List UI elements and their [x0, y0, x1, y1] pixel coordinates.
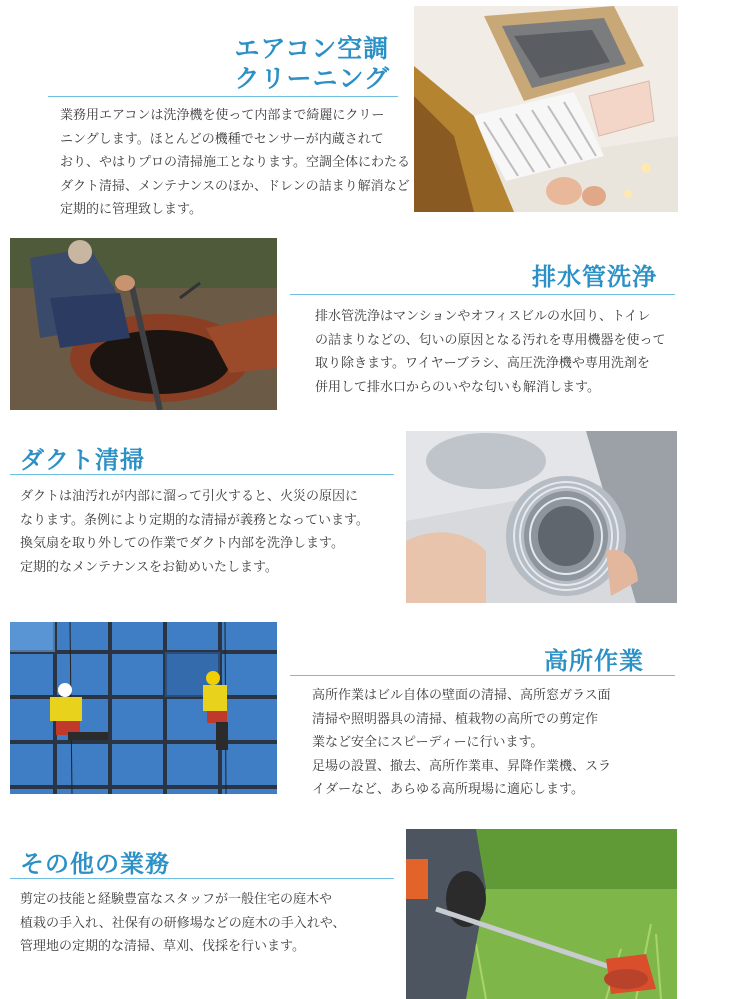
highwork-body-line: 清掃や照明器具の清掃、植栽物の高所での剪定作 [312, 711, 599, 727]
duct-photo [406, 431, 677, 603]
aircon-body-line: 定期的に管理致します。 [60, 202, 202, 217]
other-body-line: 植栽の手入れ、社保有の研修場などの庭木の手入れや、 [20, 915, 346, 931]
aircon-photo [414, 6, 678, 212]
aircon-body-line: ダクト清掃、メンテナンスのほか、ドレンの詰まり解消など [60, 178, 410, 194]
duct-title: ダクト清掃 [20, 446, 145, 474]
other-title: その他の業務 [20, 850, 170, 878]
drain-body [315, 305, 665, 399]
aircon-title-line-2: クリーニング [234, 64, 390, 93]
aircon-body-line: 業務用エアコンは洗浄機を使って内部まで綺麗にクリー [60, 108, 385, 123]
highwork-body [312, 684, 611, 802]
highwork-body-line: 業など安全にスピーディーに行います。 [312, 735, 544, 750]
other-body [20, 888, 346, 959]
duct-body-line: 定期的なメンテナンスをお勧めいたします。 [20, 559, 278, 575]
drain-body-line: 排水管洗浄はマンションやオフィスビルの水回り、トイレ [315, 309, 651, 324]
drain-body-line: 併用して排水口からのいやな匂いも解消します。 [315, 379, 600, 395]
drain-body-line: の詰まりなどの、匂いの原因となる汚れを専用機器を使って [315, 332, 666, 348]
drain-photo [10, 238, 277, 410]
highwork-photo [10, 622, 277, 794]
highwork-title: 高所作業 [544, 647, 644, 675]
other-rule [10, 878, 394, 879]
aircon-rule [48, 96, 398, 97]
highwork-body-line: 足場の設置、撤去、高所作業車、昇降作業機、スラ [312, 758, 612, 774]
duct-rule [10, 474, 394, 475]
aircon-body-line: ニングします。ほとんどの機種でセンサーが内蔵されて [60, 131, 384, 147]
other-body-line: 管理地の定期的な清掃、草刈、伐採を行います。 [20, 939, 305, 954]
highwork-rule [290, 675, 675, 676]
duct-body-line: 換気扇を取り外しての作業でダクト内部を洗浄します。 [20, 536, 344, 551]
aircon-title [234, 34, 390, 94]
duct-body-line: ダクトは油汚れが内部に溜って引火すると、火災の原因に [20, 489, 359, 504]
duct-body [20, 485, 369, 579]
drain-title: 排水管洗浄 [532, 263, 657, 291]
aircon-body-line: おり、やはりプロの清掃施工となります。空調全体にわたる [60, 155, 410, 170]
other-photo [406, 829, 677, 999]
duct-body-line: なります。条例により定期的な清掃が義務となっています。 [20, 512, 369, 528]
highwork-body-line: イダーなど、あらゆる高所現場に適応します。 [312, 782, 584, 797]
aircon-title-line-1: エアコン空調 [234, 34, 390, 63]
drain-body-line: 取り除きます。ワイヤーブラシ、高圧洗浄機や専用洗剤を [315, 356, 650, 371]
other-body-line: 剪定の技能と経験豊富なスタッフが一般住宅の庭木や [20, 892, 333, 907]
drain-rule [290, 294, 675, 295]
highwork-body-line: 高所作業はビル自体の壁面の清掃、高所窓ガラス面 [312, 688, 611, 703]
aircon-body [60, 104, 410, 222]
